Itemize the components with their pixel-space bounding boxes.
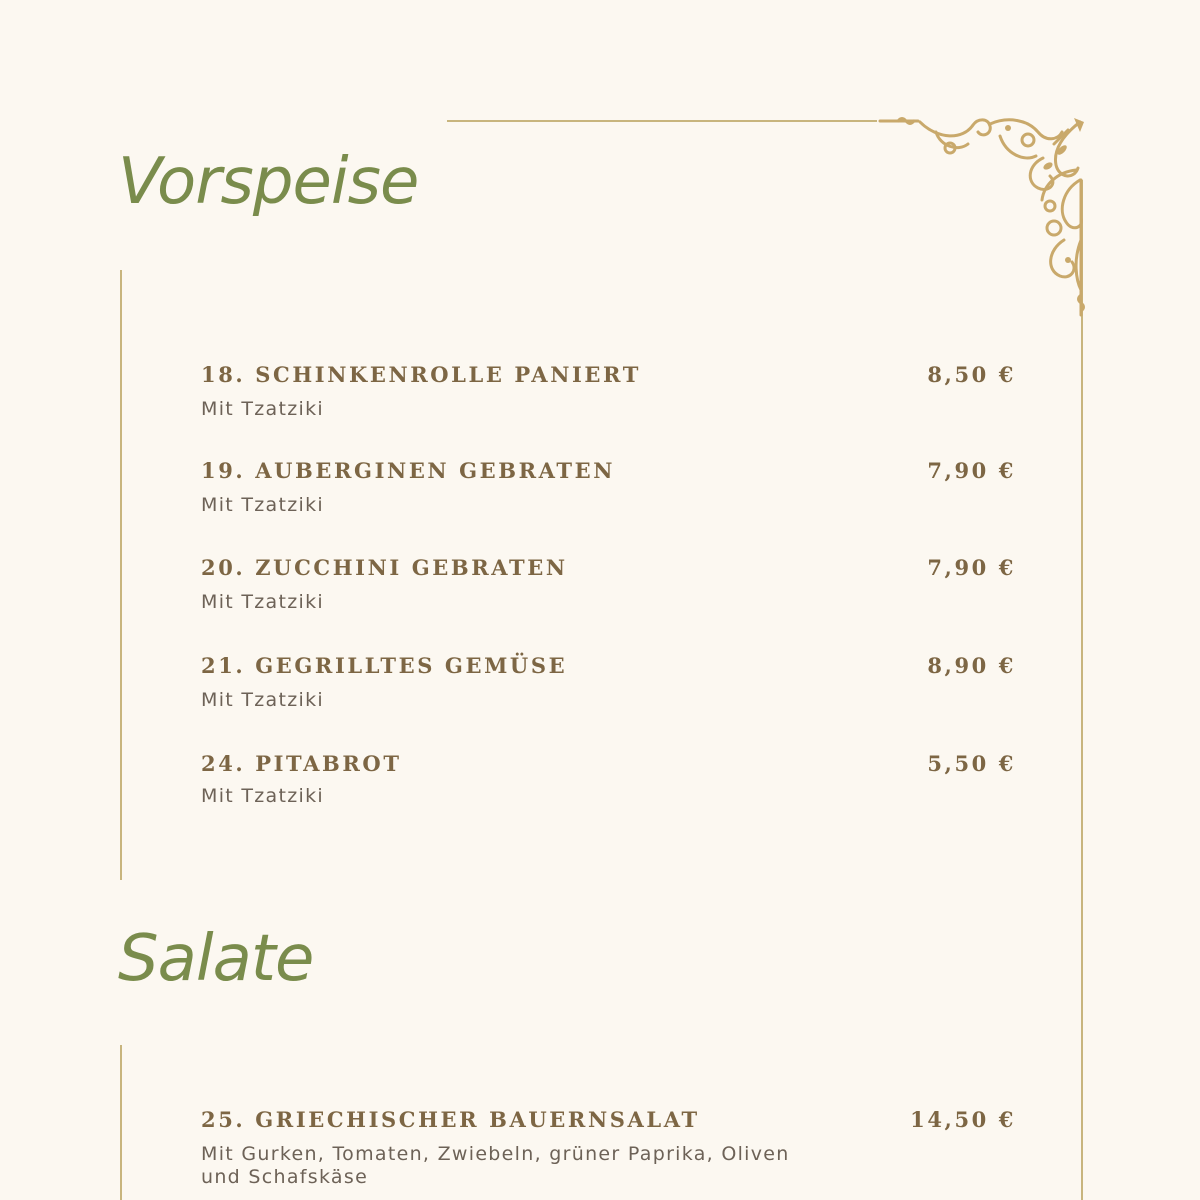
corner-flourish-icon — [878, 110, 1090, 325]
item-description: Mit Tzatziki — [201, 398, 324, 420]
item-name: 25. GRIECHISCHER BAUERNSALAT — [201, 1107, 700, 1132]
item-description: Mit Tzatziki — [201, 785, 324, 807]
item-description: Mit Gurken, Tomaten, Zwiebeln, grüner Paprika, Oliven und Schafskäse — [201, 1143, 790, 1188]
section-title-salate: Salate — [118, 922, 314, 996]
item-price: 7,90 € — [927, 555, 1016, 580]
right-border-line — [1081, 180, 1083, 1200]
item-price: 5,50 € — [927, 751, 1016, 776]
salate-side-line — [120, 1045, 122, 1200]
item-price: 14,50 € — [910, 1107, 1016, 1132]
item-name: 18. SCHINKENROLLE PANIERT — [201, 362, 641, 387]
vorspeise-side-line — [120, 270, 122, 880]
item-name: 20. ZUCCHINI GEBRATEN — [201, 555, 568, 580]
section-title-vorspeise: Vorspeise — [118, 145, 419, 219]
item-description: Mit Tzatziki — [201, 591, 324, 613]
item-description: Mit Tzatziki — [201, 494, 324, 516]
item-name: 19. AUBERGINEN GEBRATEN — [201, 458, 616, 483]
item-price: 7,90 € — [927, 458, 1016, 483]
item-price: 8,90 € — [927, 653, 1016, 678]
top-border-line — [447, 120, 877, 122]
item-description: Mit Tzatziki — [201, 689, 324, 711]
item-price: 8,50 € — [927, 362, 1016, 387]
item-name: 21. GEGRILLTES GEMÜSE — [201, 653, 568, 678]
item-name: 24. PITABROT — [201, 751, 402, 776]
